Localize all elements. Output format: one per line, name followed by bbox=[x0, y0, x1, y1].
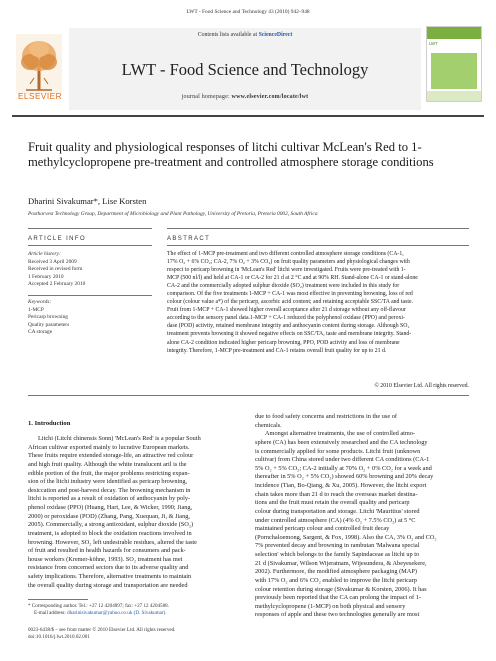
body-line: (Pornchaloemong, Sargent, & Fox, 1998). Also the CA, 3% O₂ and CO₂ bbox=[255, 533, 437, 541]
running-head: LWT - Food Science and Technology 43 (2010) 942–948 bbox=[186, 9, 310, 15]
abstract-line: 17% O₂ + 6% CO₂; CA-2, 7% O₂ + 3% CO₂) on fruit quality parameters and physiological changes with bbox=[167, 259, 410, 266]
abstract-body bbox=[167, 250, 469, 355]
abstract-heading: ABSTRACT bbox=[167, 236, 211, 242]
divider bbox=[28, 228, 152, 229]
journal-title: LWT - Food Science and Technology bbox=[121, 60, 369, 79]
body-line: responses of apple and these two technologies generally are most bbox=[255, 611, 420, 619]
body-line: the overall quality during storage and transportation are needed bbox=[28, 581, 188, 589]
journal-masthead bbox=[12, 20, 484, 124]
email-note bbox=[28, 610, 240, 617]
journal-band bbox=[69, 28, 421, 110]
cover-artwork bbox=[431, 53, 477, 89]
cover-footer bbox=[427, 91, 481, 101]
body-line: phenol oxidase (PPO) (Huang, Hart, Lee, & Wicker, 1990; Jiang, bbox=[28, 504, 193, 511]
homepage-label: journal homepage: bbox=[181, 94, 232, 100]
sciencedirect-link[interactable]: ScienceDirect bbox=[258, 32, 293, 38]
keywords-label: Keywords: bbox=[28, 299, 52, 305]
body-line: and high fruit quality. Although the white translucent aril is the bbox=[28, 460, 187, 468]
abstract-line: alone CA-2 condition indicated higher pericarp browning, PPO, POD activity and loss of membrane bbox=[167, 339, 400, 346]
body-line: methylcyclopropene (1-MCP) on both physical and sensory bbox=[255, 602, 406, 610]
email-label: E-mail address: bbox=[34, 609, 68, 616]
body-line: maintained pericarp colour and controlled fruit decay bbox=[255, 525, 390, 533]
journal-homepage bbox=[69, 94, 421, 100]
abstract-line: according to the sensory panel data.1-MCP + CA-1 reduced the polyphenol oxidase (PPO) and peroxi- bbox=[167, 315, 405, 322]
divider bbox=[167, 228, 469, 229]
cover-title: LWT bbox=[429, 41, 438, 46]
article-info-heading: ARTICLE INFO bbox=[28, 236, 87, 242]
body-line: browning. However, SO₂ left undesirable residues, altered the taste bbox=[28, 538, 197, 546]
body-line: chemicals. bbox=[255, 421, 282, 429]
body-line: cultivar) from China stored under two different CA conditions (CA-1 bbox=[255, 456, 430, 464]
body-line: resistance from concerned sectors due to its adverse quality and bbox=[28, 564, 189, 572]
history-item: 1 February 2010 bbox=[28, 273, 64, 280]
divider bbox=[28, 295, 152, 296]
body-line: safety implications. Therefore, alternative treatments to maintain bbox=[28, 573, 192, 580]
body-line: under controlled atmosphere (CA) (4% O₂ + 7.5% CO₂) at 5 °C bbox=[255, 516, 416, 524]
abstract-line: treatment prevents browning it showed negative effects on SSC/TA, taste and membrane integrity. Stand- bbox=[167, 331, 412, 338]
body-line: treatment, is adopted to block the oxidation reactions involved in bbox=[28, 529, 192, 537]
body-line: 5% O₂ + 5% CO₂; CA-2 initially at 70% O₂ + 0% CO₂ for a week and bbox=[255, 464, 432, 472]
body-line: colour retention during storage (Sivakumar & Korsten, 2006). It has bbox=[255, 585, 427, 593]
authors: Dharini Sivakumar*, Lise Korsten bbox=[28, 196, 147, 206]
body-line: of fruit and resulted in health hazards for consumers and pack- bbox=[28, 547, 186, 555]
keyword: CA storage bbox=[28, 329, 53, 336]
body-line: incidence (Tian, Bo-Qiang, & Xu, 2005). However, the litchi export bbox=[255, 482, 427, 489]
body-line: These fruits require extended storage-life, an attractive red colour bbox=[28, 452, 194, 460]
publisher-name: ELSEVIER bbox=[17, 92, 63, 101]
body-line: litchi is reported as a result of oxidation of anthocyanin by poly- bbox=[28, 495, 191, 503]
body-line: edible portion of the fruit, the major problems restricting expan- bbox=[28, 469, 190, 477]
keyword: Quality parameters bbox=[28, 321, 70, 328]
email-link[interactable]: dharinisivakumar@yahoo.co.uk (D. Sivakumar). bbox=[67, 609, 167, 616]
history-item: Accepted 2 February 2010 bbox=[28, 281, 86, 288]
history-label: Article history: bbox=[28, 251, 61, 257]
body-line: due to food safety concerns and restrictions in the use of bbox=[255, 413, 397, 420]
body-line: house workers (Kremer-köhne, 1993). SO₂ treatment has met bbox=[28, 555, 183, 563]
body-line: 2002). Furthermore, the modified atmosphere packaging (MAP) bbox=[255, 568, 417, 576]
abstract-line: respect to pericarp browning in 'McLean's Red' litchi were investigated. Fruits were pre-treated with 1- bbox=[167, 267, 406, 274]
keyword: 1-MCP bbox=[28, 306, 44, 313]
body-line: with 17% O₂ and 6% CO₂ enabled to improve the litchi pericarp bbox=[255, 576, 417, 584]
history-item: Received in revised form bbox=[28, 266, 83, 273]
abstract-line: comparison. Of the five treatments 1-MCP + CA-1 was most effective in preventing browning, loss of red bbox=[167, 291, 413, 298]
body-line: previously been reported that the CA can prolong the impact of 1- bbox=[255, 594, 421, 602]
contents-prefix: Contents lists available at bbox=[197, 32, 259, 38]
corresponding-author-note: * Corresponding author. Tel.: +27 12 4204897; fax: +27 12 4204588. bbox=[28, 603, 169, 609]
divider bbox=[28, 245, 152, 246]
body-line: sion of the litchi industry were identified as pericarp browning, bbox=[28, 478, 188, 486]
body-line: selection' which belongs to the family Sapindaceae as litchi up to bbox=[255, 551, 420, 558]
article-history bbox=[28, 251, 152, 289]
body-line: African cultivar exported mainly to lucrative European markets. bbox=[28, 443, 190, 451]
keywords bbox=[28, 299, 152, 337]
abstract-line: MCP (500 nl/l) and held at CA-1 or CA-2 for 21 d at 2 °C and at 90% RH. Stand-alone CA-1 or stand-alone bbox=[167, 275, 418, 282]
contents-line bbox=[69, 32, 421, 38]
history-item: Received 3 April 2009 bbox=[28, 258, 77, 265]
homepage-url[interactable]: www.elsevier.com/locate/lwt bbox=[231, 94, 309, 100]
abstract-line: colour (colour value a*) of the pericarp, ascorbic acid content; and retaining acceptable SSC/TA and taste. bbox=[167, 299, 413, 306]
footnote bbox=[28, 603, 240, 616]
body-line: Amongst alternative treatments, the use of controlled atmo- bbox=[265, 430, 416, 438]
abstract-line: CA-2 and the commercially adopted sulphur dioxide (SO₂) treatment were included in this study for bbox=[167, 283, 400, 290]
elsevier-tree-logo bbox=[16, 34, 62, 94]
affiliation: Postharvest Technology Group, Department of Microbiology and Plant Pathology, University of Pretoria, Pretoria 0002, South Africa bbox=[28, 211, 318, 217]
body-line: colour during transportation and storage. Litchi 'Mauritius' stored bbox=[255, 507, 420, 515]
body-line: 2000) or peroxidase (POD) (Zhang, Pang, Xuequan, Ji, & Jiang, bbox=[28, 512, 190, 520]
section-heading: 1. Introduction bbox=[28, 420, 71, 427]
issn-line: 0023-6438/$ – see front matter © 2010 Elsevier Ltd. All rights reserved. bbox=[28, 627, 176, 633]
body-line: is commercially applied for some products. Litchi fruit (unknown bbox=[255, 447, 421, 455]
body-line: thereafter in 5% O₂ + 5% CO₂) showed 60% browning and 20% decay bbox=[255, 473, 434, 481]
divider bbox=[28, 395, 469, 396]
cover-band bbox=[427, 27, 481, 39]
footnote-rule bbox=[28, 599, 88, 600]
abstract-line: integrity. Therefore, 1-MCP pre-treatment and CA-1 retains overall fruit quality for up to 21 d. bbox=[167, 347, 387, 354]
body-line: 21 d (Sivakumar, Wilson Wijeratnam, Wijesundera, & Abeyesekere, bbox=[255, 559, 427, 567]
article-title: Fruit quality and physiological responses of litchi cultivar McLean's Red to 1-methylcyclopropene pre-treatment and controlled atmosphere storage conditions bbox=[28, 140, 434, 169]
body-line: Litchi (Litchi chinensis Sonn) 'McLean's Red' is a popular South bbox=[38, 435, 201, 442]
body-line: 2005). Commercially, a strong antioxidant, sulphur dioxide (SO₂) bbox=[28, 521, 194, 529]
abstract-line: dase (POD) activity, retained membrane integrity and anthocyanin content during storage. Although SO₂ bbox=[167, 323, 410, 330]
abstract-line: Fruit from 1-MCP + CA-1 showed higher overall acceptance after 21 d storage without any off-flavour bbox=[167, 307, 406, 314]
body-line: sphere (CA) has been extensively researched and the CA technology bbox=[255, 438, 428, 446]
intro-right-column bbox=[255, 413, 469, 620]
copyright: © 2010 Elsevier Ltd. All rights reserved. bbox=[374, 383, 469, 389]
keyword: Pericarp browning bbox=[28, 314, 68, 321]
doi-line[interactable]: doi:10.1016/j.lwt.2010.02.001 bbox=[28, 633, 90, 640]
body-line: chain takes more than 21 d to reach the overseas market destina- bbox=[255, 490, 418, 498]
abstract-line: The effect of 1-MCP pre-treatment and two different controlled atmosphere storage conditions (CA-1, bbox=[167, 251, 404, 257]
body-line: desiccation and post-harvest decay. The browning mechanism in bbox=[28, 486, 191, 494]
body-line: 7% prevented decay and browning in rambutan 'Malwana special bbox=[255, 542, 420, 550]
masthead-rule bbox=[12, 115, 484, 117]
journal-cover-thumbnail bbox=[426, 26, 482, 102]
intro-left-column bbox=[28, 435, 240, 590]
body-line: tions and the fruit must retain the overall quality and pericarp bbox=[255, 499, 410, 507]
front-matter-info bbox=[28, 627, 328, 640]
divider bbox=[167, 245, 469, 246]
